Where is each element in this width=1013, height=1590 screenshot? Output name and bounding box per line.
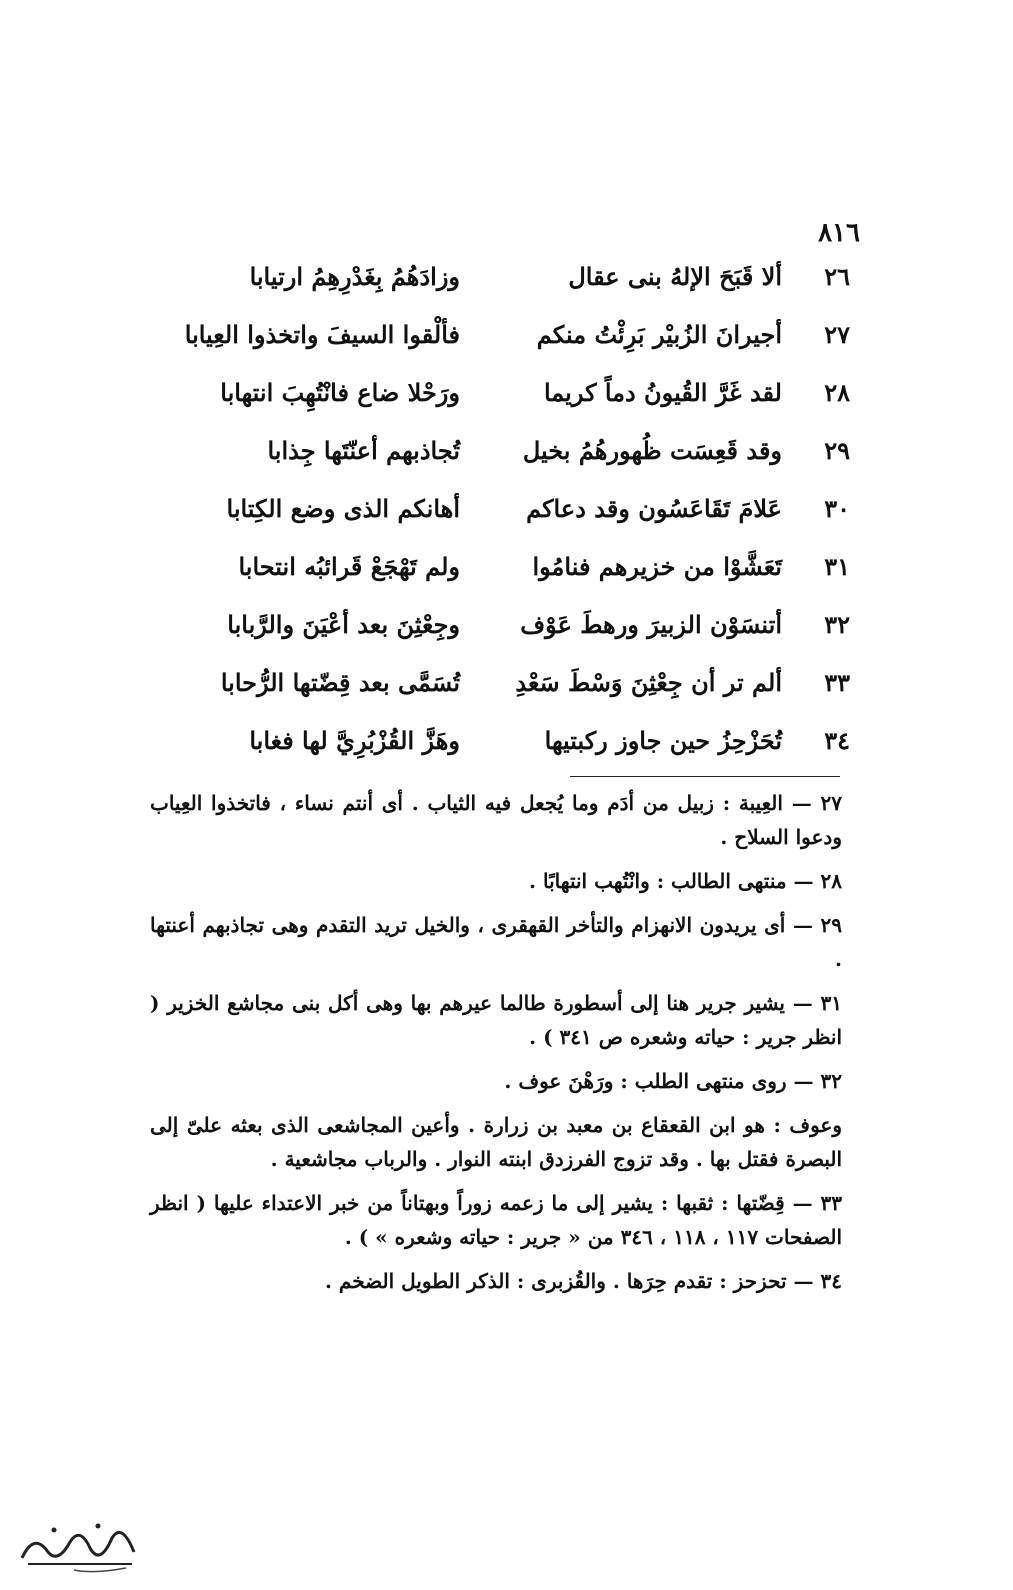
- footnote-text: يشير جرير هنا إلى أسطورة طالما عيرهم بها وهى أكل بنى مجاشع الخزير ( انظر جرير : حياته وشعره ص ٣٤١ ) .: [150, 991, 842, 1049]
- library-stamp-icon: [14, 1512, 144, 1576]
- verse-first-hemistich: تَعَشَّوْا من خزيرهم فنامُوا: [532, 552, 782, 581]
- verse-line: [150, 658, 850, 716]
- footnote-number: ٣١ —: [792, 991, 842, 1015]
- verse-first-hemistich: وقد قَعِسَت ظُهورهُمُ بخيل: [522, 436, 782, 465]
- verse-number: ٣٤: [824, 726, 850, 755]
- verse-first-hemistich: ألم تر أن جِعْثِنَ وَسْطَ سَعْدِ: [515, 668, 782, 697]
- footnote-text: العِيبة : زبيل من أدَم وما يُجعل فيه الثياب . أى أنتم نساء ، فاتخذوا العِياب ودعوا السلاح .: [150, 791, 842, 849]
- footnote: [150, 986, 842, 1054]
- verse-line: [150, 542, 850, 600]
- verse-line: [150, 310, 850, 368]
- footnote-number: ٣٣ —: [792, 1191, 842, 1215]
- verse-number: ٢٧: [824, 320, 850, 349]
- verse-number: ٣٠: [824, 494, 850, 523]
- footnote: [150, 786, 842, 854]
- footnote-number: ٢٧ —: [791, 791, 843, 815]
- footnote: [150, 1064, 842, 1098]
- verse-number: ٢٨: [824, 378, 850, 407]
- verse-number: ٣١: [824, 552, 850, 581]
- verse-first-hemistich: لقد غَرَّ القُيونُ دماً كريما: [543, 378, 782, 407]
- verse-line: [150, 426, 850, 484]
- verse-line: [150, 484, 850, 542]
- footnote-text: روى منتهى الطلب : ورَهْنَ عوف .: [504, 1069, 787, 1093]
- footnote-divider: [570, 776, 840, 777]
- verse-number: ٢٩: [824, 436, 850, 465]
- footnote: [150, 908, 842, 976]
- verse-line: [150, 716, 850, 774]
- verse-first-hemistich: ألا قَبَحَ الإلهُ بنى عقال: [568, 262, 782, 291]
- verse-line: [150, 252, 850, 310]
- verse-second-hemistich: وجِعْثِنَ بعد أعْيَنَ والرَّبابا: [227, 610, 460, 639]
- verse-second-hemistich: وهَزَّ القُزْبُرِيَّ لها فغابا: [249, 726, 460, 755]
- footnote: [150, 1264, 842, 1298]
- verse-number: ٢٦: [824, 262, 850, 291]
- footnote: [150, 1186, 842, 1254]
- verse-second-hemistich: وزادَهُمُ بِغَدْرِهِمُ ارتيابا: [249, 262, 460, 291]
- verse-first-hemistich: عَلامَ تَقَاعَسُون وقد دعاكم: [526, 494, 782, 523]
- poem-verses: [150, 252, 850, 774]
- footnote-text: قِضّتها : ثقبها : يشير إلى ما زعمه زوراً وبهتاناً من خبر الاعتداء عليها ( انظر الصفحات ١١٧ ، ١١٨ ، ٣٤٦ من « جرير : حياته وشعره » ) .: [150, 1191, 842, 1249]
- footnote-number: ٣٢ —: [793, 1069, 842, 1093]
- footnote-number: ٣٤ —: [793, 1269, 842, 1293]
- verse-second-hemistich: فألْقوا السيفَ واتخذوا العِيابا: [184, 320, 460, 349]
- verse-first-hemistich: أجيرانَ الزُبيْر بَرِئْتُ منكم: [536, 320, 782, 349]
- verse-second-hemistich: أهانكم الذى وضع الكِتابا: [226, 494, 460, 523]
- footnote-text: أى يريدون الانهزام والتأخر القهقرى ، والخيل تريد التقدم وهى تجاذبهم أعنتها .: [150, 913, 842, 971]
- verse-second-hemistich: ورَحْلا ضاع فانْتُهِبَ انتهابا: [220, 378, 460, 407]
- verse-number: ٣٣: [824, 668, 850, 697]
- verse-first-hemistich: أتنسَوْن الزبيرَ ورهطَ عَوْف: [520, 610, 782, 639]
- footnote-number: ٢٨ —: [793, 869, 842, 893]
- verse-line: [150, 368, 850, 426]
- footnote-text: تحزحز : تقدم حِرَها . والقُزبرى : الذكر الطويل الضخم .: [325, 1269, 787, 1293]
- footnotes: [150, 786, 842, 1308]
- footnote-text: منتهى الطالب : وانْتُهب انتهابًا .: [529, 869, 787, 893]
- footnote-number: ٢٩ —: [792, 913, 842, 937]
- footnote: [150, 1108, 842, 1176]
- footnote-text: وعوف : هو ابن القعقاع بن معبد بن زرارة . وأعين المجاشعى الذى بعثه علىّ إلى البصرة فقتل بها . وقد تزوج الفرزدق ابنته النوار . والرباب مجاشعية .: [150, 1113, 842, 1171]
- verse-second-hemistich: ولم تَهْجَعْ قَرائبُه انتحابا: [238, 552, 460, 581]
- verse-first-hemistich: تُحَزْحِزُ حين جاوز ركبتيها: [544, 726, 782, 755]
- footnote: [150, 864, 842, 898]
- verse-second-hemistich: تُسَمَّى بعد قِضّتها الرُّحابا: [220, 668, 460, 697]
- verse-line: [150, 600, 850, 658]
- verse-second-hemistich: تُجاذبهم أعنّتَها جِذابا: [267, 436, 460, 465]
- page-number: ٨١٦: [818, 218, 860, 248]
- verse-number: ٣٢: [824, 610, 850, 639]
